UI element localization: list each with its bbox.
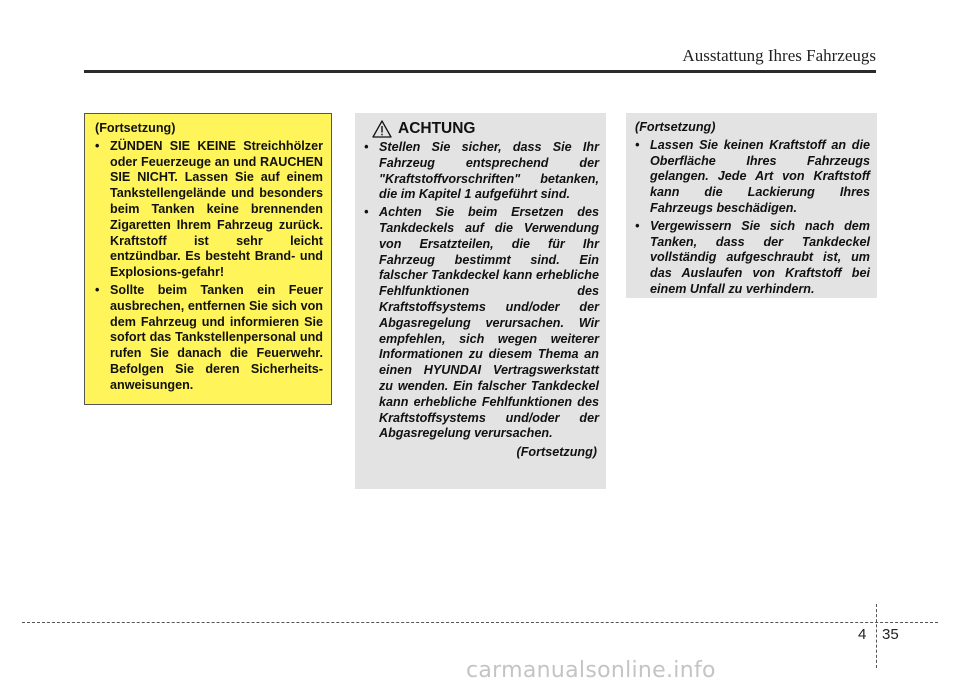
caution-box-continued	[626, 113, 877, 298]
page-separator	[876, 604, 877, 668]
list-item-text: Sollte beim Tanken ein Feuer ausbrechen, entfernen Sie sich von dem Fahrzeug und informieren Sie sofort das Tankstellenpersonal und rufen Sie danach die Feuerwehr. Befolgen Sie deren Sicherheits-anweisungen.	[110, 282, 323, 392]
list-item	[93, 283, 323, 394]
caution-box	[355, 113, 606, 489]
bullet-icon: •	[364, 140, 369, 154]
bullet-icon: •	[95, 138, 100, 153]
list-item-text: ZÜNDEN SIE KEINE Streichhölzer oder Feuerzeuge an und RAUCHEN SIE NICHT. Lassen Sie auf einem Tankstellengelände und besonders beim Tanken keine brennenden Zigaretten Ihrem Fahrzeug zurück. Kraftstoff ist sehr leicht entzündbar. Es besteht Brand- und Explosions-gefahr!	[110, 138, 323, 280]
list-item-text: Achten Sie beim Ersetzen des Tankdeckels auf die Verwendung von Ersatzteilen, die für Ihr Fahrzeug bestimmt sind. Ein falscher Tankdeckel kann erhebliche Fehlfunktionen des Kraftstoffsystems und/oder der Abgasregelung verursachen. Wir empfehlen, sich wegen weiterer Informationen zu diesem Thema an einen HYUNDAI Vertragswerkstatt zu wenden. Ein falscher Tankdeckel kann erhebliche Fehlfunktionen des Kraftstoffsystems und/oder der Abgasregelung verursachen.	[379, 205, 599, 441]
section-number: 4	[858, 626, 867, 643]
bullet-icon: •	[635, 218, 640, 233]
continued-label: (Fortsetzung)	[516, 445, 597, 460]
continuation-label: (Fortsetzung)	[95, 121, 176, 135]
caution-title: ACHTUNG	[398, 120, 476, 138]
caution-list-continued	[633, 138, 870, 298]
list-item-text: Vergewissern Sie sich nach dem Tanken, dass der Tankdeckel vollständig aufgeschraubt ist, um das Auslaufen von Kraftstoff bei einem Unfall zu verhindern.	[650, 218, 870, 296]
warning-box-yellow	[84, 113, 332, 405]
list-item	[633, 138, 870, 217]
bullet-icon: •	[635, 137, 640, 152]
bullet-icon: •	[95, 282, 100, 297]
bullet-icon: •	[364, 205, 369, 220]
warning-triangle-icon	[372, 120, 392, 138]
list-item	[93, 139, 323, 281]
warning-list	[93, 139, 323, 394]
caution-header	[372, 120, 599, 138]
footer-rule	[22, 622, 938, 623]
list-item	[633, 219, 870, 298]
list-item	[362, 140, 599, 203]
list-item-text: Stellen Sie sicher, dass Sie Ihr Fahrzeug entsprechend der "Kraftstoffvorschriften" betanken, die im Kapitel 1 aufgeführt sind.	[379, 140, 599, 202]
watermark-text: carmanualsonline.info	[466, 658, 716, 683]
header-rule	[84, 70, 876, 73]
page-number: 35	[882, 626, 899, 643]
header-title: Ausstattung Ihres Fahrzeugs	[682, 46, 876, 65]
caution-list	[362, 140, 599, 442]
list-item	[362, 205, 599, 442]
list-item-text: Lassen Sie keinen Kraftstoff an die Oberfläche Ihres Fahrzeugs gelangen. Jede Art von Kraftstoff kann die Lackierung Ihres Fahrzeugs beschädigen.	[650, 137, 870, 215]
continuation-label: (Fortsetzung)	[635, 120, 716, 134]
